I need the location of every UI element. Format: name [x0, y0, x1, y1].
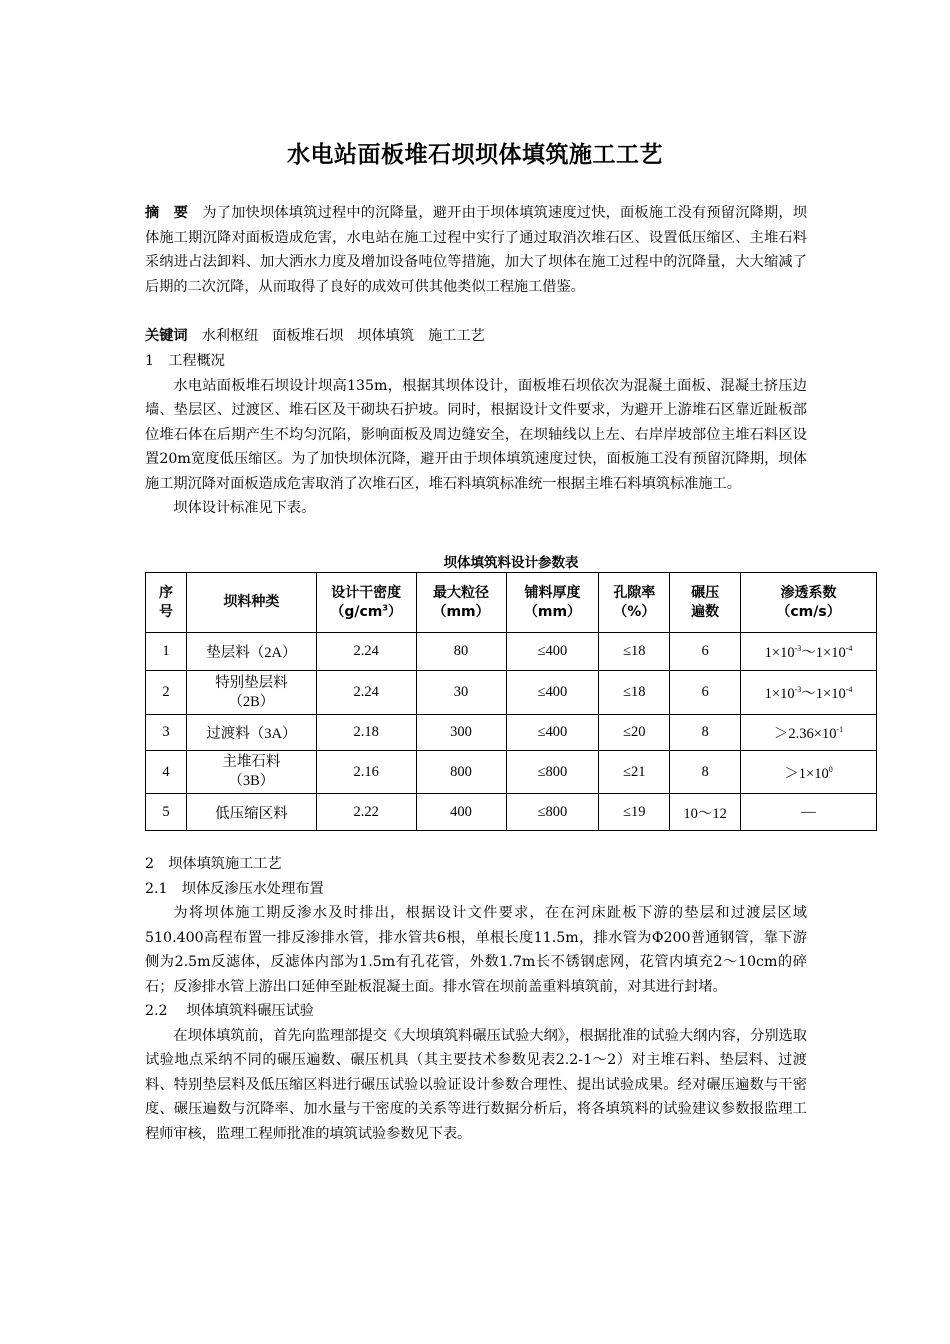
cell-size: 300 [416, 715, 506, 751]
header-passes: 碾压遍数 [670, 573, 741, 633]
header-size: 最大粒径（mm） [416, 573, 506, 633]
header-permeability: 渗透系数（cm/s） [741, 573, 877, 633]
keyword: 面板堆石坝 [272, 328, 344, 344]
cell-no: 2 [146, 671, 187, 715]
keyword: 水利枢纽 [201, 328, 259, 344]
subsection-heading: 2.1 坝体反渗压水处理布置 [145, 880, 324, 897]
paragraph: 为将坝体施工期反渗水及时排出，根据设计文件要求，在在河床趾板下游的垫层和过渡层区域510.400高程布置一排反渗排水管，排水管共6根，单根长度11.5m，排水管为Φ200普通钢管，靠下游侧为2.5m反滤体，反滤体内部为1.5m有孔花管，外数1.7m长不锈钢虑网，花管内填充2～10cm的碎石；反渗排水管上游出口延伸至趾板混凝土面。排水管在坝前盖重料填筑前，对其进行封堵。 [145, 905, 807, 995]
cell-thickness: ≤800 [506, 751, 599, 794]
cell-thickness: ≤400 [506, 715, 599, 751]
cell-porosity: ≤18 [599, 671, 670, 715]
cell-density: 2.24 [316, 671, 416, 715]
cell-thickness: ≤400 [506, 633, 599, 671]
table-row [146, 715, 877, 751]
header-no: 序号 [146, 573, 187, 633]
table-row [146, 794, 877, 831]
cell-thickness: ≤400 [506, 671, 599, 715]
cell-type: 特别垫层料（2B） [186, 671, 316, 715]
table-row [146, 633, 877, 671]
cell-type: 垫层料（2A） [186, 633, 316, 671]
cell-permeability: $>1\times 10^0$ [741, 751, 877, 794]
cell-size: 800 [416, 751, 506, 794]
cell-passes: 6 [670, 633, 741, 671]
section-heading: 2 坝体填筑施工工艺 [145, 856, 282, 872]
table-row [146, 751, 877, 794]
design-parameters-table [145, 572, 877, 831]
cell-type: 主堆石料（3B） [186, 751, 316, 794]
header-density: 设计干密度$(g/cm^3)$ [316, 573, 416, 633]
keywords [145, 324, 807, 349]
cell-passes: 8 [670, 751, 741, 794]
keyword: 施工工艺 [428, 328, 485, 344]
abstract-label: 摘 要 [145, 205, 189, 221]
cell-density: 2.22 [316, 794, 416, 831]
cell-size: 30 [416, 671, 506, 715]
cell-passes: 8 [670, 715, 741, 751]
header-porosity: 孔隙率（%） [599, 573, 670, 633]
cell-permeability: — [741, 794, 877, 831]
cell-size: 400 [416, 794, 506, 831]
cell-porosity: ≤20 [599, 715, 670, 751]
cell-type: 低压缩区料 [186, 794, 316, 831]
cell-size: 80 [416, 633, 506, 671]
abstract-text: 为了加快坝体填筑过程中的沉降量，避开由于坝体填筑速度过快，面板施工没有预留沉降期，坝体施工期沉降对面板造成危害，水电站在施工过程中实行了通过取消次堆石区、设置低压缩区、主堆石料采纳进占法卸料、加大洒水力度及增加设备吨位等措施，加大了坝体在施工过程中的沉降量，大大缩减了后期的二次沉降，从而取得了良好的成效可供其他类似工程施工借鉴。 [145, 205, 807, 295]
cell-no: 3 [146, 715, 187, 751]
cell-type: 过渡料（3A） [186, 715, 316, 751]
cell-density: 2.18 [316, 715, 416, 751]
cell-porosity: ≤19 [599, 794, 670, 831]
cell-permeability: $1\times 10^{-3}\sim 1\times 10^{-4}$ [741, 671, 877, 715]
cell-thickness: ≤800 [506, 794, 599, 831]
cell-passes: 6 [670, 671, 741, 715]
paragraph: 在坝体填筑前，首先向监理部提交《大坝填筑料碾压试验大纲》，根据批准的试验大纲内容，分别选取试验地点采纳不同的碾压遍数、碾压机具（其主要技术参数见表2.2-1～2）对主堆石料、垫层料、过渡料、特别垫层料及低压缩区料进行碾压试验以验证设计参数合理性、提出试验成果。经对碾压遍数与干密度、碾压遍数与沉降率、加水量与干密度的关系等进行数据分析后，将各填筑料的试验建议参数报监理工程师审核，监理工程师批准的填筑试验参数见下表。 [145, 1027, 807, 1142]
section-heading: 1 工程概况 [145, 353, 225, 369]
subsection-heading: 2.2 坝体填筑料碾压试验 [145, 1003, 314, 1019]
cell-porosity: ≤21 [599, 751, 670, 794]
cell-passes: 10～12 [670, 794, 741, 831]
header-thickness: 铺料厚度（mm） [506, 573, 599, 633]
cell-no: 1 [146, 633, 187, 671]
keyword: 坝体填筑 [357, 328, 415, 344]
cell-no: 5 [146, 794, 187, 831]
cell-no: 4 [146, 751, 187, 794]
document-title: 水电站面板堆石坝坝体填筑施工工艺 [287, 142, 663, 168]
table-header-row [146, 573, 877, 633]
cell-density: 2.24 [316, 633, 416, 671]
header-type: 坝料种类 [186, 573, 316, 633]
cell-density: 2.16 [316, 751, 416, 794]
section-1 [145, 349, 807, 521]
paragraph: 水电站面板堆石坝设计坝高135m，根据其坝体设计，面板堆石坝依次为混凝土面板、混凝土挤压边墙、垫层区、过渡区、堆石区及干砌块石护坡。同时，根据设计文件要求，为避开上游堆石区靠近趾板部位堆石体在后期产生不均匀沉陷，影响面板及周边缝安全，在坝轴线以上左、右岸岸坡部位主堆石料区设置20m宽度低压缩区。为了加快坝体沉降，避开由于坝体填筑速度过快，面板施工没有预留沉降期，坝体施工期沉降对面板造成危害取消了次堆石区，堆石料填筑标准统一根据主堆石料填筑标准施工。 [145, 377, 807, 492]
paragraph: 坝体设计标准见下表。 [173, 500, 316, 516]
section-2 [145, 852, 807, 1146]
table-row [146, 671, 877, 715]
abstract [145, 201, 807, 299]
table-caption: 坝体填筑料设计参数表 [443, 555, 579, 571]
cell-permeability: $1\times 10^{-3}\sim 1\times 10^{-4}$ [741, 633, 877, 671]
keywords-label: 关键词 [145, 328, 188, 344]
cell-porosity: ≤18 [599, 633, 670, 671]
cell-permeability: $>2.36\times 10^{-1}$ [741, 715, 877, 751]
